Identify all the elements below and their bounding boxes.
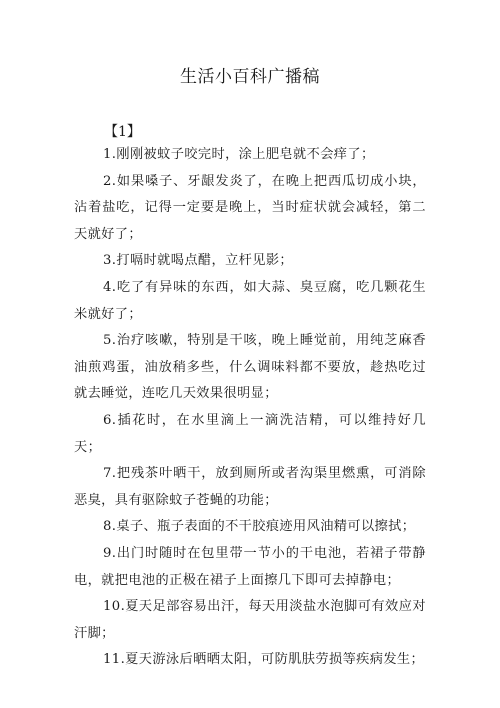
section-label: 【1】 xyxy=(104,124,141,140)
paragraph-3: 3.打嗝时就喝点醋，立杆见影； xyxy=(103,253,294,269)
paragraph-6: 6.插花时，在水里滴上一滴洗洁精，可以维持好几天； xyxy=(74,412,426,455)
paragraph-4: 4.吃了有异味的东西，如大蒜、臭豆腐，吃几颗花生米就好了； xyxy=(74,279,426,322)
paragraph-1: 1.刚刚被蚊子咬完时，涂上肥皂就不会痒了； xyxy=(103,147,375,162)
paragraph-10: 10.夏天足部容易出汗，每天用淡盐水泡脚可有效应对汗脚； xyxy=(74,599,426,641)
paragraph-9: 9.出门时随时在包里带一节小的干电池，若裙子带静电，就把电池的正极在裙子上面擦几下即可去掉静电； xyxy=(74,545,426,588)
document-title: 生活小百科广播稿 xyxy=(180,67,320,87)
paragraph-11: 11.夏天游泳后晒晒太阳，可防肌肤劳损等疾病发生； xyxy=(103,652,425,668)
paragraph-8: 8.桌子、瓶子表面的不干胶痕迹用风油精可以擦拭； xyxy=(103,519,416,535)
paragraph-2: 2.如果嗓子、牙龈发炎了，在晚上把西瓜切成小块，沾着盐吃，记得一定要是晚上，当时症状就会减轻，第二天就好了； xyxy=(74,173,426,242)
document-body xyxy=(74,142,426,674)
paragraph-5: 5.治疗咳嗽，特别是干咳，晚上睡觉前，用纯芝麻香油煎鸡蛋，油放稍多些，什么调味料都不要放，趁热吃过就去睡觉，连吃几天效果很明显； xyxy=(74,333,426,402)
paragraph-7: 7.把残茶叶晒干，放到厕所或者沟渠里燃熏，可消除恶臭，具有驱除蚊子苍蝇的功能； xyxy=(74,466,426,508)
